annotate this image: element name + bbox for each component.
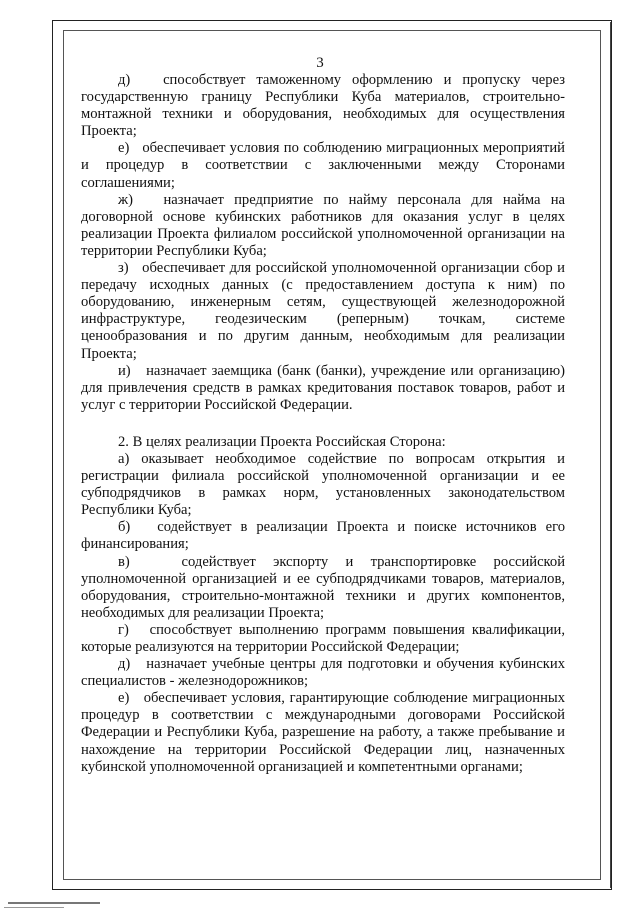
clause-g-training: г) способствует выполнению программ повышения квалификации, которые реализуются на территории Российской Федерации; bbox=[81, 621, 565, 655]
clause-i-borrower: и) назначает заемщика (банк (банки), учреждение или организацию) для привлечения средств в рамках кредитования поставок товаров, работ и услуг с территории Российской Федерации. bbox=[81, 362, 565, 413]
page-number: 3 bbox=[316, 55, 324, 71]
section-2-heading: 2. В целях реализации Проекта Российская Сторона: bbox=[118, 433, 446, 450]
clause-e-work-permits: е) обеспечивает условия, гарантирующие соблюдение миграционных процедур в соответствии с международными договорами Российской Федерации и Республики Куба, разрешение на работу, а также пребывание и нахождение на территории Российской Федерации лиц, назначенных кубинской уполномоченной организацией и компетентными органами; bbox=[81, 690, 565, 775]
scan-edge-mark bbox=[8, 902, 100, 904]
page-border-edge bbox=[610, 22, 611, 888]
clause-e-migration: е) обеспечивает условия по соблюдению миграционных мероприятий и процедур в соответствии с заключенными между Сторонами соглашениями; bbox=[81, 140, 565, 191]
clause-v-export: в) содействует экспорту и транспортировке российской уполномоченной организацией и ее субподрядчиками товаров, материалов, оборудования, строительно-монтажной техники и других компонентов, необходимых для реализации Проекта; bbox=[81, 553, 565, 621]
section-gap bbox=[81, 414, 565, 434]
clause-zh-hiring: ж) назначает предприятие по найму персонала для найма на договорной основе кубинских работников для оказания услуг в целях реализации Проекта филиалом российской уполномоченной организации на территории Республики Куба; bbox=[81, 191, 565, 259]
document-body bbox=[81, 72, 565, 776]
clause-b-financing: б) содействует в реализации Проекта и поиске источников его финансирования; bbox=[81, 519, 565, 553]
clause-z-data-transfer: з) обеспечивает для российской уполномоченной организации сбор и передачу исходных данных (с предоставлением доступа к ним) по оборудованию, инженерным сетям, существующей железнодорожной инфраструктуре, геодезическим (реперным) точкам, системе ценообразования и по другим данным, необходимым для реализации Проекта; bbox=[81, 260, 565, 362]
scan-edge-mark bbox=[4, 907, 64, 908]
clause-a-branch-registration: а) оказывает необходимое содействие по вопросам открытия и регистрации филиала российской уполномоченной организации и ее субподрядчиков в рамках норм, установленных законодательством Республики Куба; bbox=[81, 450, 565, 519]
clause-d-customs: д) способствует таможенному оформлению и пропуску через государственную границу Республики Куба материалов, строительно-монтажной техники и оборудования, необходимых для осуществления Проекта; bbox=[81, 72, 565, 140]
clause-d-training-centers: д) назначает учебные центры для подготовки и обучения кубинских специалистов - железнодорожников; bbox=[81, 656, 565, 690]
